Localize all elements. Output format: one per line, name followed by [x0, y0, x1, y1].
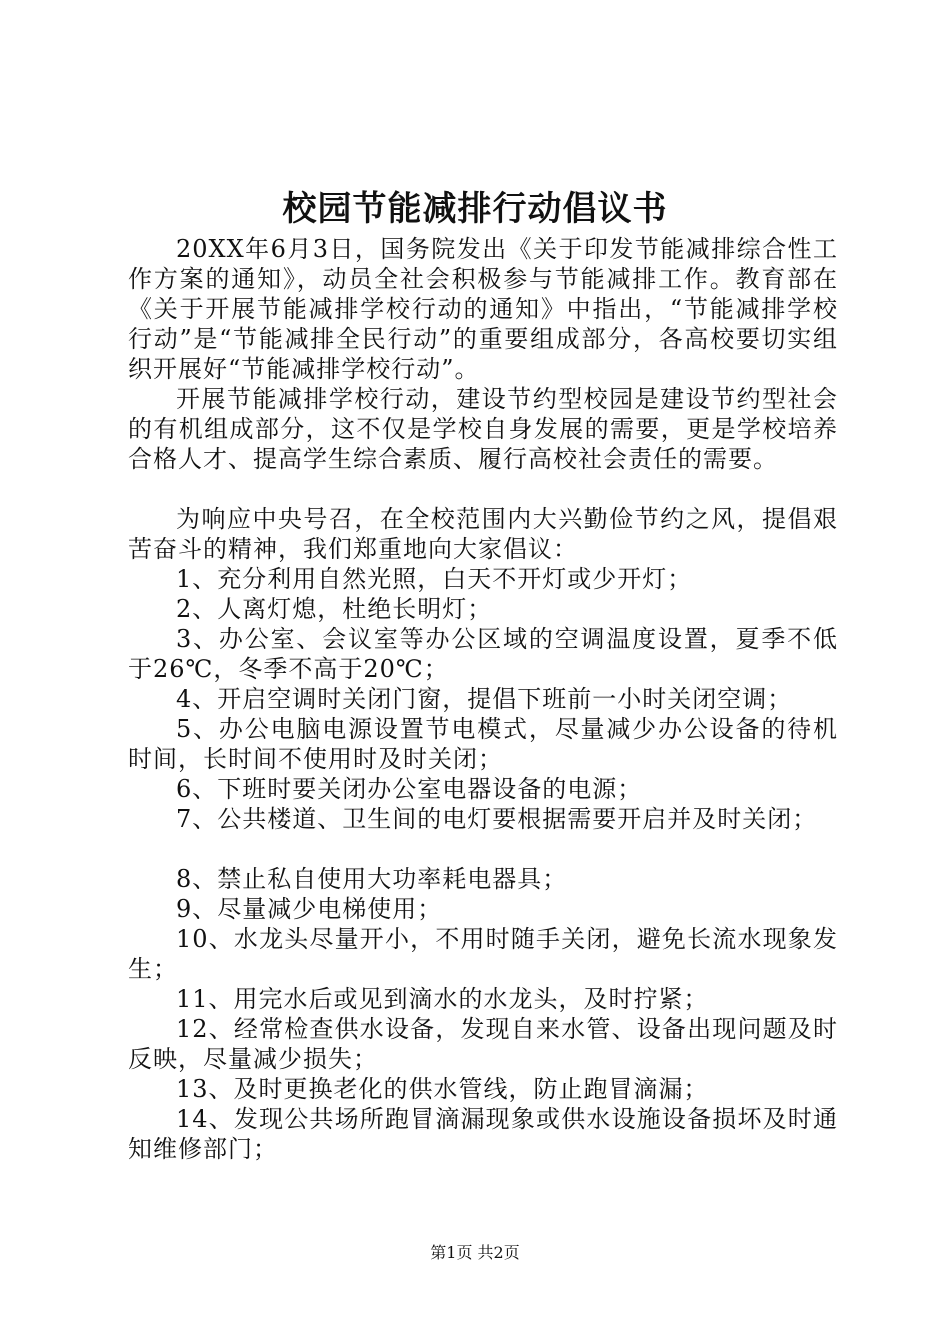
list-item: 1、充分利用自然光照，白天不开灯或少开灯；: [176, 565, 693, 593]
list-item: 9、尽量减少电梯使用；: [176, 895, 443, 923]
list-item: 10、水龙头尽量开小，不用时随手关闭，避免长流水现象发生；: [128, 925, 838, 983]
paragraph-call: 为响应中央号召，在全校范围内大兴勤俭节约之风，提倡艰苦奋斗的精神，我们郑重地向大家倡议：: [128, 505, 838, 563]
paragraph-spacer: [128, 474, 838, 504]
list-item: 6、下班时要关闭办公室电器设备的电源；: [176, 775, 643, 803]
paragraph-significance: 开展节能减排学校行动，建设节约型校园是建设节约型社会的有机组成部分，这不仅是学校自身发展的需要，更是学校培养合格人才、提高学生综合素质、履行高校社会责任的需要。: [128, 385, 838, 473]
list-item: 13、及时更换老化的供水管线，防止跑冒滴漏；: [176, 1075, 709, 1103]
document-body: [128, 234, 838, 1164]
list-item: 3、办公室、会议室等办公区域的空调温度设置，夏季不低于26℃，冬季不高于20℃；: [128, 625, 838, 683]
list-item: 4、开启空调时关闭门窗，提倡下班前一小时关闭空调；: [176, 685, 793, 713]
page-number: 第1页 共2页: [430, 1243, 520, 1262]
list-item: 8、禁止私自使用大功率耗电器具；: [176, 865, 568, 893]
list-item: 5、办公电脑电源设置节电模式，尽量减少办公设备的待机时间，长时间不使用时及时关闭；: [128, 715, 838, 773]
list-item: 7、公共楼道、卫生间的电灯要根据需要开启并及时关闭；: [176, 805, 818, 833]
list-item: 12、经常检查供水设备，发现自来水管、设备出现问题及时反映，尽量减少损失；: [128, 1015, 838, 1073]
paragraph-intro: 20XX年6月3日，国务院发出《关于印发节能减排综合性工作方案的通知》，动员全社会积极参与节能减排工作。教育部在《关于开展节能减排学校行动的通知》中指出，“节能减排学校行动”是“节能减排全民行动”的重要组成部分，各高校要切实组织开展好“节能减排学校行动”。: [128, 235, 838, 383]
list-item: 2、人离灯熄，杜绝长明灯；: [176, 595, 493, 623]
list-item: 14、发现公共场所跑冒滴漏现象或供水设施设备损坏及时通知维修部门；: [128, 1105, 838, 1163]
list-item: 11、用完水后或见到滴水的水龙头，及时拧紧；: [176, 985, 709, 1013]
document-title: 校园节能减排行动倡议书: [282, 189, 668, 229]
paragraph-spacer: [128, 834, 838, 864]
